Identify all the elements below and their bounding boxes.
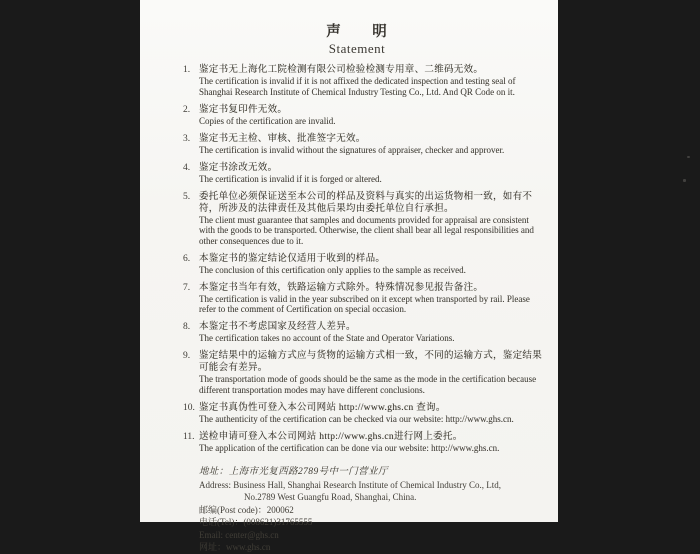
scan-artifact-speck [683,179,686,182]
item-number: 8. [183,322,191,332]
item-number: 3. [183,133,191,144]
item-text-en: The client must guarantee that samples and documents provided for appraisal are consistent with the goods to be transported. Otherwise, the client shall bear all legal responsibilities and other consequences due to it. [199,214,534,246]
email-line: Email: center@ghs.cn [199,529,279,540]
item-number: 7. [183,282,191,293]
item-text-cn: 鉴定书无主检、审核、批准签字无效。 [199,133,366,144]
tel-line: 电话(Tel)：(008621)31765555 [199,517,313,527]
statement-item [183,350,545,395]
item-text-cn: 鉴定书涂改无效。 [199,162,278,173]
statement-item [183,162,545,185]
item-text-cn: 本鉴定书不考虑国家及经营人差异。 [199,322,356,332]
statement-item [183,104,545,127]
scan-artifact-speck [687,156,690,158]
document-page [140,0,558,552]
statement-item [183,431,545,454]
item-text-cn: 鉴定书复印件无效。 [199,104,288,115]
item-number: 10. [183,402,195,413]
item-text-cn: 委托单位必须保证送至本公司的样品及资料与真实的出运货物相一致，如有不符，所涉及的法律责任及其他后果均由委托单位自行承担。 [199,191,533,214]
item-number: 1. [183,65,191,75]
item-text-en: Copies of the certification are invalid. [199,115,336,126]
item-text-en: The conclusion of this certification only applies to the sample as received. [199,264,466,275]
contact-footer [199,466,545,554]
item-text-en: The certification is invalid if it is not affixed the dedicated inspection and testing seal of Shanghai Research Institute of Chemical Industry Testing Co., Ltd. And QR Code on it. [199,76,516,97]
item-number: 6. [183,253,191,264]
document-header [169,24,545,56]
item-text-en: The certification is invalid if it is forged or altered. [199,173,382,184]
item-number: 11. [183,431,195,442]
statement-item [183,253,545,276]
item-number: 5. [183,191,191,202]
statement-item [183,133,545,156]
item-text-en: The certification is valid in the year subscribed on it except when transported by rail. Please refer to the comment of Certification on special occasion. [199,293,530,314]
item-text-cn: 鉴定书无上海化工院检测有限公司检验检测专用章、二维码无效。 [199,65,484,75]
statement-item [183,191,545,247]
item-text-en: The transportation mode of goods should be the same as the mode in the certification because different transportation modes may have different conclusions. [199,374,537,395]
item-text-cn: 本鉴定书的鉴定结论仅适用于收到的样品。 [199,253,386,264]
document-title-cn: 声 明 [326,24,388,40]
item-text-en: The application of the certification can be done via our website: http://www.ghs.cn. [199,442,500,453]
item-text-en: The authenticity of the certification can be checked via our website: http://www.ghs.cn. [199,413,514,424]
item-text-cn: 鉴定结果中的运输方式应与货物的运输方式相一致，不同的运输方式，鉴定结果可能会有差异。 [199,351,543,373]
address-line-en-1: Address: Business Hall, Shanghai Research Institute of Chemical Industry Co., Ltd, [199,479,501,490]
postcode-line: 邮编(Post code)：200062 [199,504,294,515]
item-number: 2. [183,104,191,115]
item-text-cn: 送检申请可登入本公司网站 http://www.ghs.cn进行网上委托。 [199,431,463,442]
item-text-cn: 本鉴定书当年有效，铁路运输方式除外。特殊情况参见报告备注。 [199,282,484,293]
statement-item [183,282,545,315]
statement-item [183,321,545,344]
statement-item [183,402,545,425]
item-number: 9. [183,351,191,361]
address-line-cn: 地址：上海市光复西路2789号中一门营业厅 [199,467,388,477]
item-text-en: The certification is invalid without the signatures of appraiser, checker and approver. [199,144,505,155]
item-text-en: The certification takes no account of the State and Operator Variations. [199,333,455,343]
statement-item [183,64,545,97]
website-line: 网址：www.ghs.cn [199,542,271,552]
item-text-cn: 鉴定书真伪性可登入本公司网站 http://www.ghs.cn 查询。 [199,402,446,413]
item-number: 4. [183,162,191,173]
address-line-en-2: No.2789 West Guangfu Road, Shanghai, China. [244,492,417,502]
document-title-en: Statement [328,41,386,56]
